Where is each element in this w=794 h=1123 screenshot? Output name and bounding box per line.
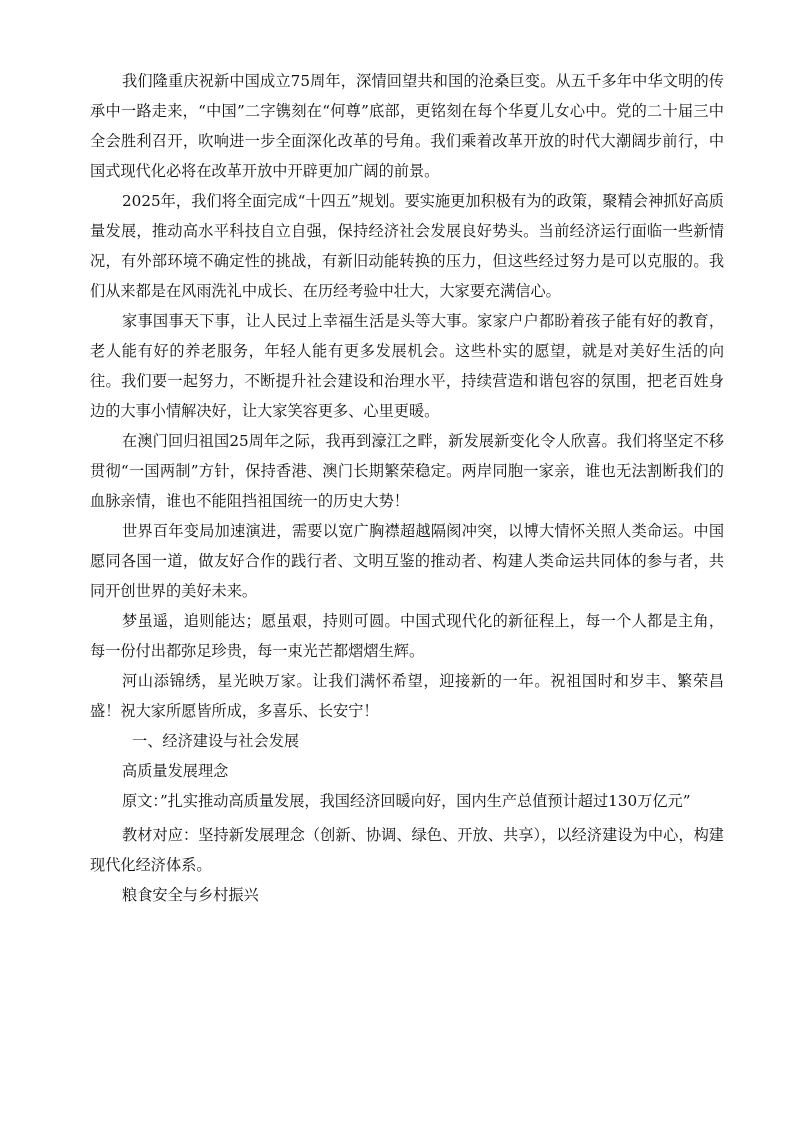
textbook-mapping: 教材对应：坚持新发展理念（创新、协调、绿色、开放、共享），以经济建设为中心，构建现代化经济体系。 [90, 826, 724, 874]
document-body [90, 66, 724, 910]
paragraph-macau: 在澳门回归祖国25周年之际，我再到濠江之畔，新发展新变化令人欣喜。我们将坚定不移贯彻“一国两制”方针，保持香港、澳门长期繁荣稳定。两岸同胞一家亲，谁也无法割断我们的血脉亲情，谁也不能阻挡祖国统一的历史大势！ [90, 432, 724, 510]
section-heading: 一、经济建设与社会发展 [132, 732, 300, 750]
quote-original-text: 原文：”扎实推动高质量发展，我国经济回暖向好，国内生产总值预计超过130万亿元” [122, 792, 691, 810]
paragraph-dream: 梦虽遥，追则能达；愿虽艰，持则可圆。中国式现代化的新征程上，每一个人都是主角，每一份付出都弥足珍贵，每一束光芒都熠熠生辉。 [90, 612, 724, 660]
subheading-food-security: 粮食安全与乡村振兴 [122, 886, 259, 904]
paragraph-anniversary: 我们隆重庆祝新中国成立75周年，深情回望共和国的沧桑巨变。从五千多年中华文明的传承中一路走来，“中国”二字镌刻在“何尊”底部，更铭刻在每个华夏儿女心中。党的二十届三中全会胜利召开，吹响进一步全面深化改革的号角。我们乘着改革开放的时代大潮阔步前行，中国式现代化必将在改革开放中开辟更加广阔的前景。 [90, 72, 724, 180]
paragraph-2025-plan: 2025年，我们将全面完成“十四五”规划。要实施更加积极有为的政策，聚精会神抓好高质量发展，推动高水平科技自立自强，保持经济社会发展良好势头。当前经济运行面临一些新情况，有外部环境不确定性的挑战，有新旧动能转换的压力，但这些经过努力是可以克服的。我们从来都是在风雨洗礼中成长、在历经考验中壮大，大家要充满信心。 [90, 192, 724, 300]
paragraph-world: 世界百年变局加速演进，需要以宽广胸襟超越隔阂冲突，以博大情怀关照人类命运。中国愿同各国一道，做友好合作的践行者、文明互鉴的推动者、构建人类命运共同体的参与者，共同开创世界的美好未来。 [90, 522, 724, 600]
paragraph-blessing: 河山添锦绣，星光映万家。让我们满怀希望，迎接新的一年。祝祖国时和岁丰、繁荣昌盛！祝大家所愿皆所成，多喜乐、长安宁！ [90, 672, 724, 720]
paragraph-livelihood: 家事国事天下事，让人民过上幸福生活是头等大事。家家户户都盼着孩子能有好的教育，老人能有好的养老服务，年轻人能有更多发展机会。这些朴实的愿望，就是对美好生活的向往。我们要一起努力，不断提升社会建设和治理水平，持续营造和谐包容的氛围，把老百姓身边的大事小情解决好，让大家笑容更多、心里更暖。 [90, 312, 724, 420]
subheading-quality-development: 高质量发展理念 [122, 762, 229, 780]
